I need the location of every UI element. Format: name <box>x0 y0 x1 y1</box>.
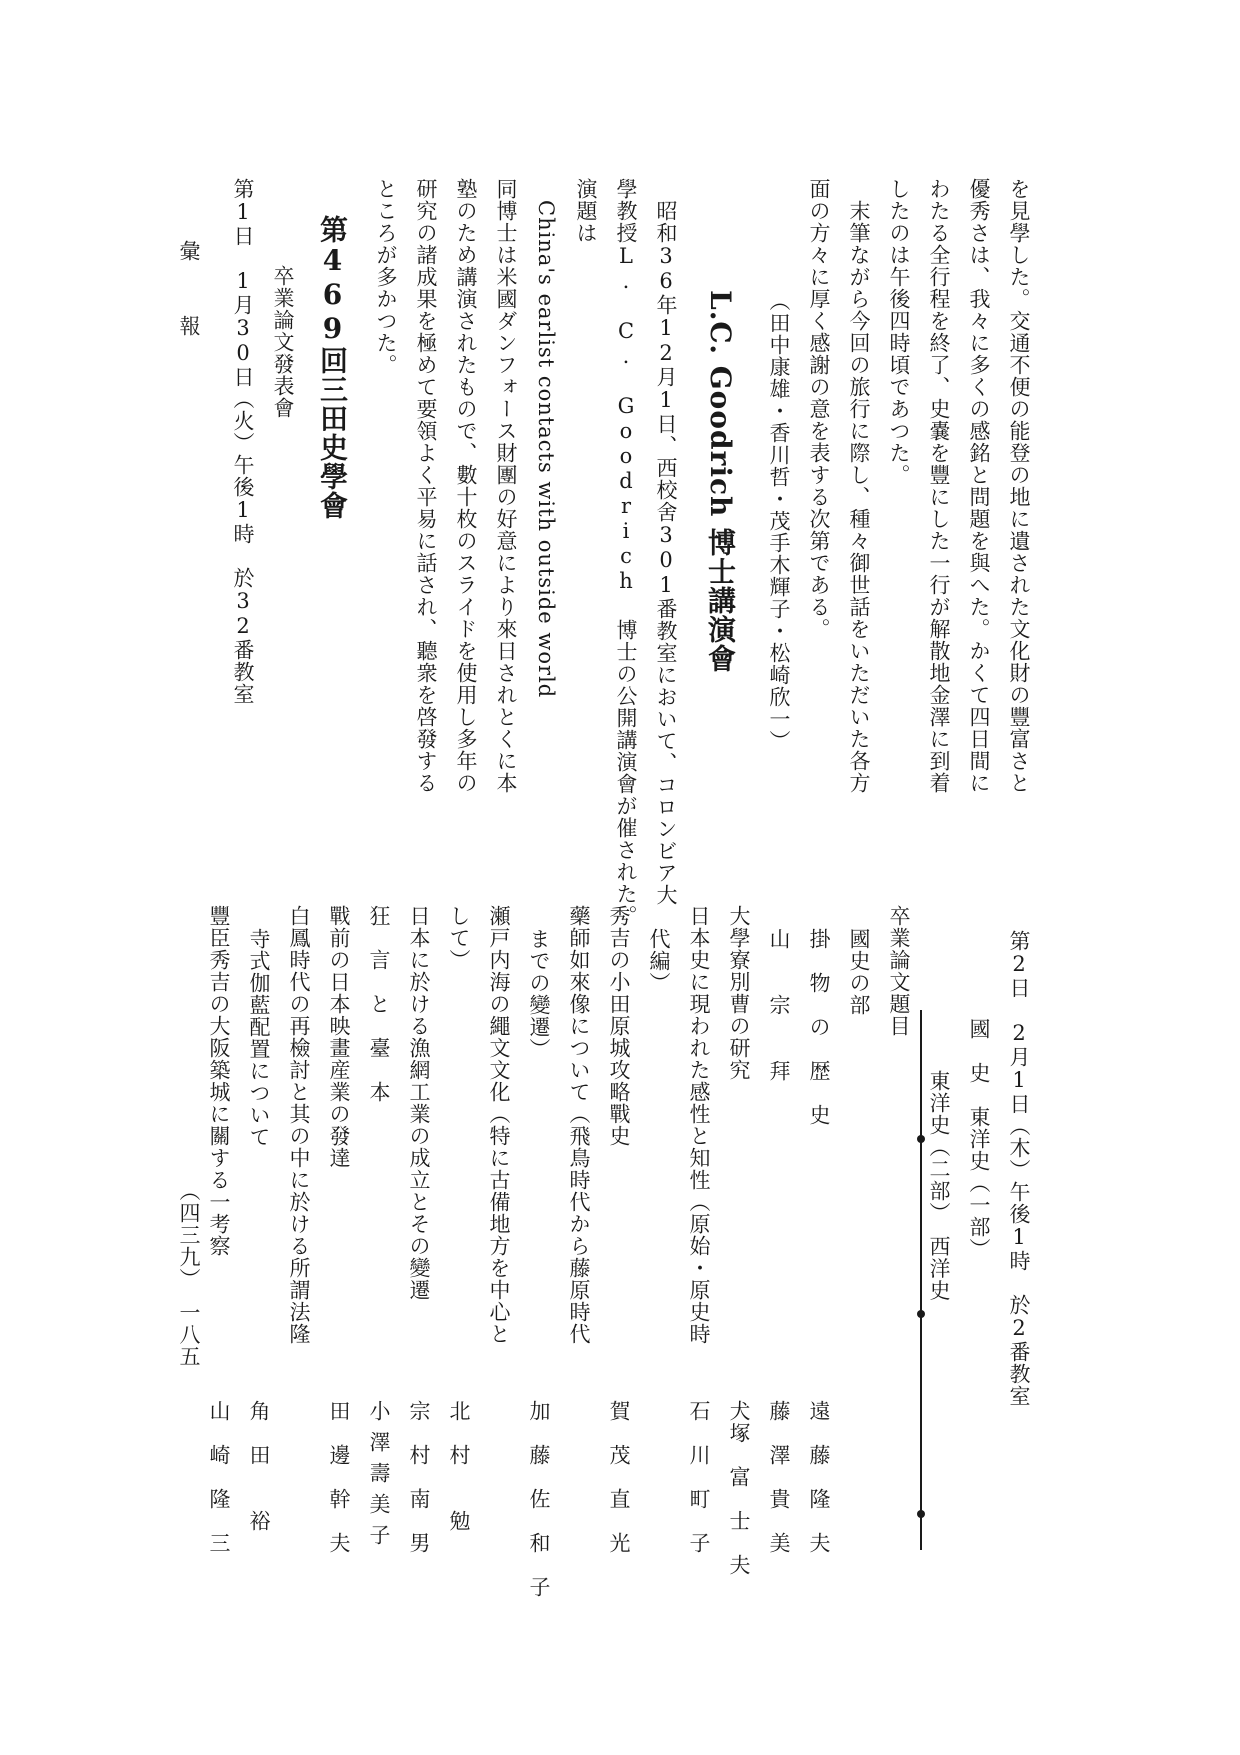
thesis-author: 北 村 勉 <box>447 1400 471 1532</box>
thesis-author: 遠 藤 隆 夫 <box>807 1400 831 1554</box>
page-number: （四三九） 一八五 <box>177 1180 201 1368</box>
thesis-title: 日本に於ける漁網工業の成立とその變遷 <box>407 905 431 1301</box>
thesis-author: 山 崎 隆 三 <box>207 1400 231 1554</box>
paragraph-line: 優秀さは、我々に多くの感銘と問題を與へた。かくて四日間に <box>967 178 991 794</box>
thesis-title: 山 宗 拜 <box>767 928 791 1082</box>
thesis-title-cont: 寺式伽藍配置について <box>247 928 271 1148</box>
thesis-title: 藥師如來像について（飛鳥時代から藤原時代 <box>567 905 591 1345</box>
subjects-line: 國 史 東洋史（一部） <box>967 1018 991 1260</box>
thesis-title: 豐臣秀吉の大阪築城に關する一考察 <box>207 905 231 1257</box>
paragraph-line: 昭和36年12月1日、西校舍301番教室において、コロンビア大 <box>654 200 678 906</box>
paragraph-line: 演題は <box>574 178 598 244</box>
thesis-heading: 卒業論文題目 <box>887 905 911 1037</box>
paragraph-line: を見學した。交通不便の能登の地に遺された文化財の豐富さと <box>1007 178 1031 794</box>
thesis-title-cont: までの變遷） <box>527 928 551 1060</box>
meeting-subtitle: 卒業論文發表會 <box>271 265 295 419</box>
thesis-author: 角 田 裕 <box>247 1400 271 1532</box>
paragraph-line: ところが多かつた。 <box>374 178 398 376</box>
paragraph-line: したのは午後四時頃であつた。 <box>887 178 911 486</box>
paragraph-line: 末筆ながら今回の旅行に際し、種々御世話をいただいた各方 <box>847 200 871 794</box>
thesis-title-cont: 代編） <box>647 928 671 994</box>
meeting-title: 第469回三田史學會 <box>316 215 349 520</box>
thesis-author: 小澤壽美子 <box>367 1400 391 1555</box>
thesis-title: 狂 言 と 臺 本 <box>367 905 391 1103</box>
thesis-author: 石 川 町 子 <box>687 1400 711 1554</box>
thesis-author: 加 藤 佐 和 子 <box>527 1400 551 1598</box>
thesis-title-cont: して） <box>447 905 471 971</box>
thesis-author: 宗 村 南 男 <box>407 1400 431 1554</box>
thesis-author: 藤 澤 貴 美 <box>767 1400 791 1554</box>
paragraph-line: 同博士は米國ダンフォース財團の好意により來日されとくに本 <box>494 178 518 794</box>
day1-schedule: 第1日 1月30日（火）午後1時 於32番教室 <box>231 178 255 705</box>
divider-rule <box>920 1010 922 1550</box>
paragraph-line: 塾のため講演されたもので、數十枚のスライドを使用し多年の <box>454 178 478 794</box>
subjects-line: 東洋史（二部） 西洋史 <box>927 1070 951 1302</box>
thesis-title: 白鳳時代の再檢討と其の中に於ける所謂法隆 <box>287 905 311 1345</box>
paragraph-line: わたる全行程を終了、史嚢を豐にした一行が解散地金澤に到着 <box>927 178 951 794</box>
thesis-title: 戰前の日本映畫産業の發達 <box>327 905 351 1169</box>
thesis-author: 犬塚 富 士 夫 <box>727 1400 751 1576</box>
thesis-author: 賀 茂 直 光 <box>607 1400 631 1554</box>
thesis-title: 瀬戸内海の繩文文化（特に古備地方を中心と <box>487 905 511 1345</box>
author-credits: （田中康雄・香川哲・茂手木輝子・松崎欣一） <box>767 290 791 752</box>
thesis-title: 大學寮別曹の研究 <box>727 905 751 1081</box>
paragraph-line: 研究の諸成果を極めて要領よく平易に話され、聽衆を啓發する <box>414 178 438 794</box>
thesis-title: 掛 物 の 歴 史 <box>807 928 831 1126</box>
thesis-author: 田 邊 幹 夫 <box>327 1400 351 1554</box>
paragraph-line: 學教授L. C. Goodrich 博士の公開講演會が催された。 <box>614 178 638 927</box>
lecture-topic: China's earlist contacts with outside world <box>534 200 558 699</box>
goodrich-lecture-title: L.C. Goodrich 博士講演會 <box>704 290 737 674</box>
thesis-title: 秀吉の小田原城攻略戰史 <box>607 905 631 1147</box>
thesis-title: 日本史に現われた感性と知性（原始・原史時 <box>687 905 711 1345</box>
section-label: 彙 報 <box>177 240 201 340</box>
day2-schedule: 第2日 2月1日（木）午後1時 於2番教室 <box>1007 930 1031 1407</box>
part-heading: 國史の部 <box>847 928 871 1016</box>
paragraph-line: 面の方々に厚く感謝の意を表する次第である。 <box>807 178 831 640</box>
